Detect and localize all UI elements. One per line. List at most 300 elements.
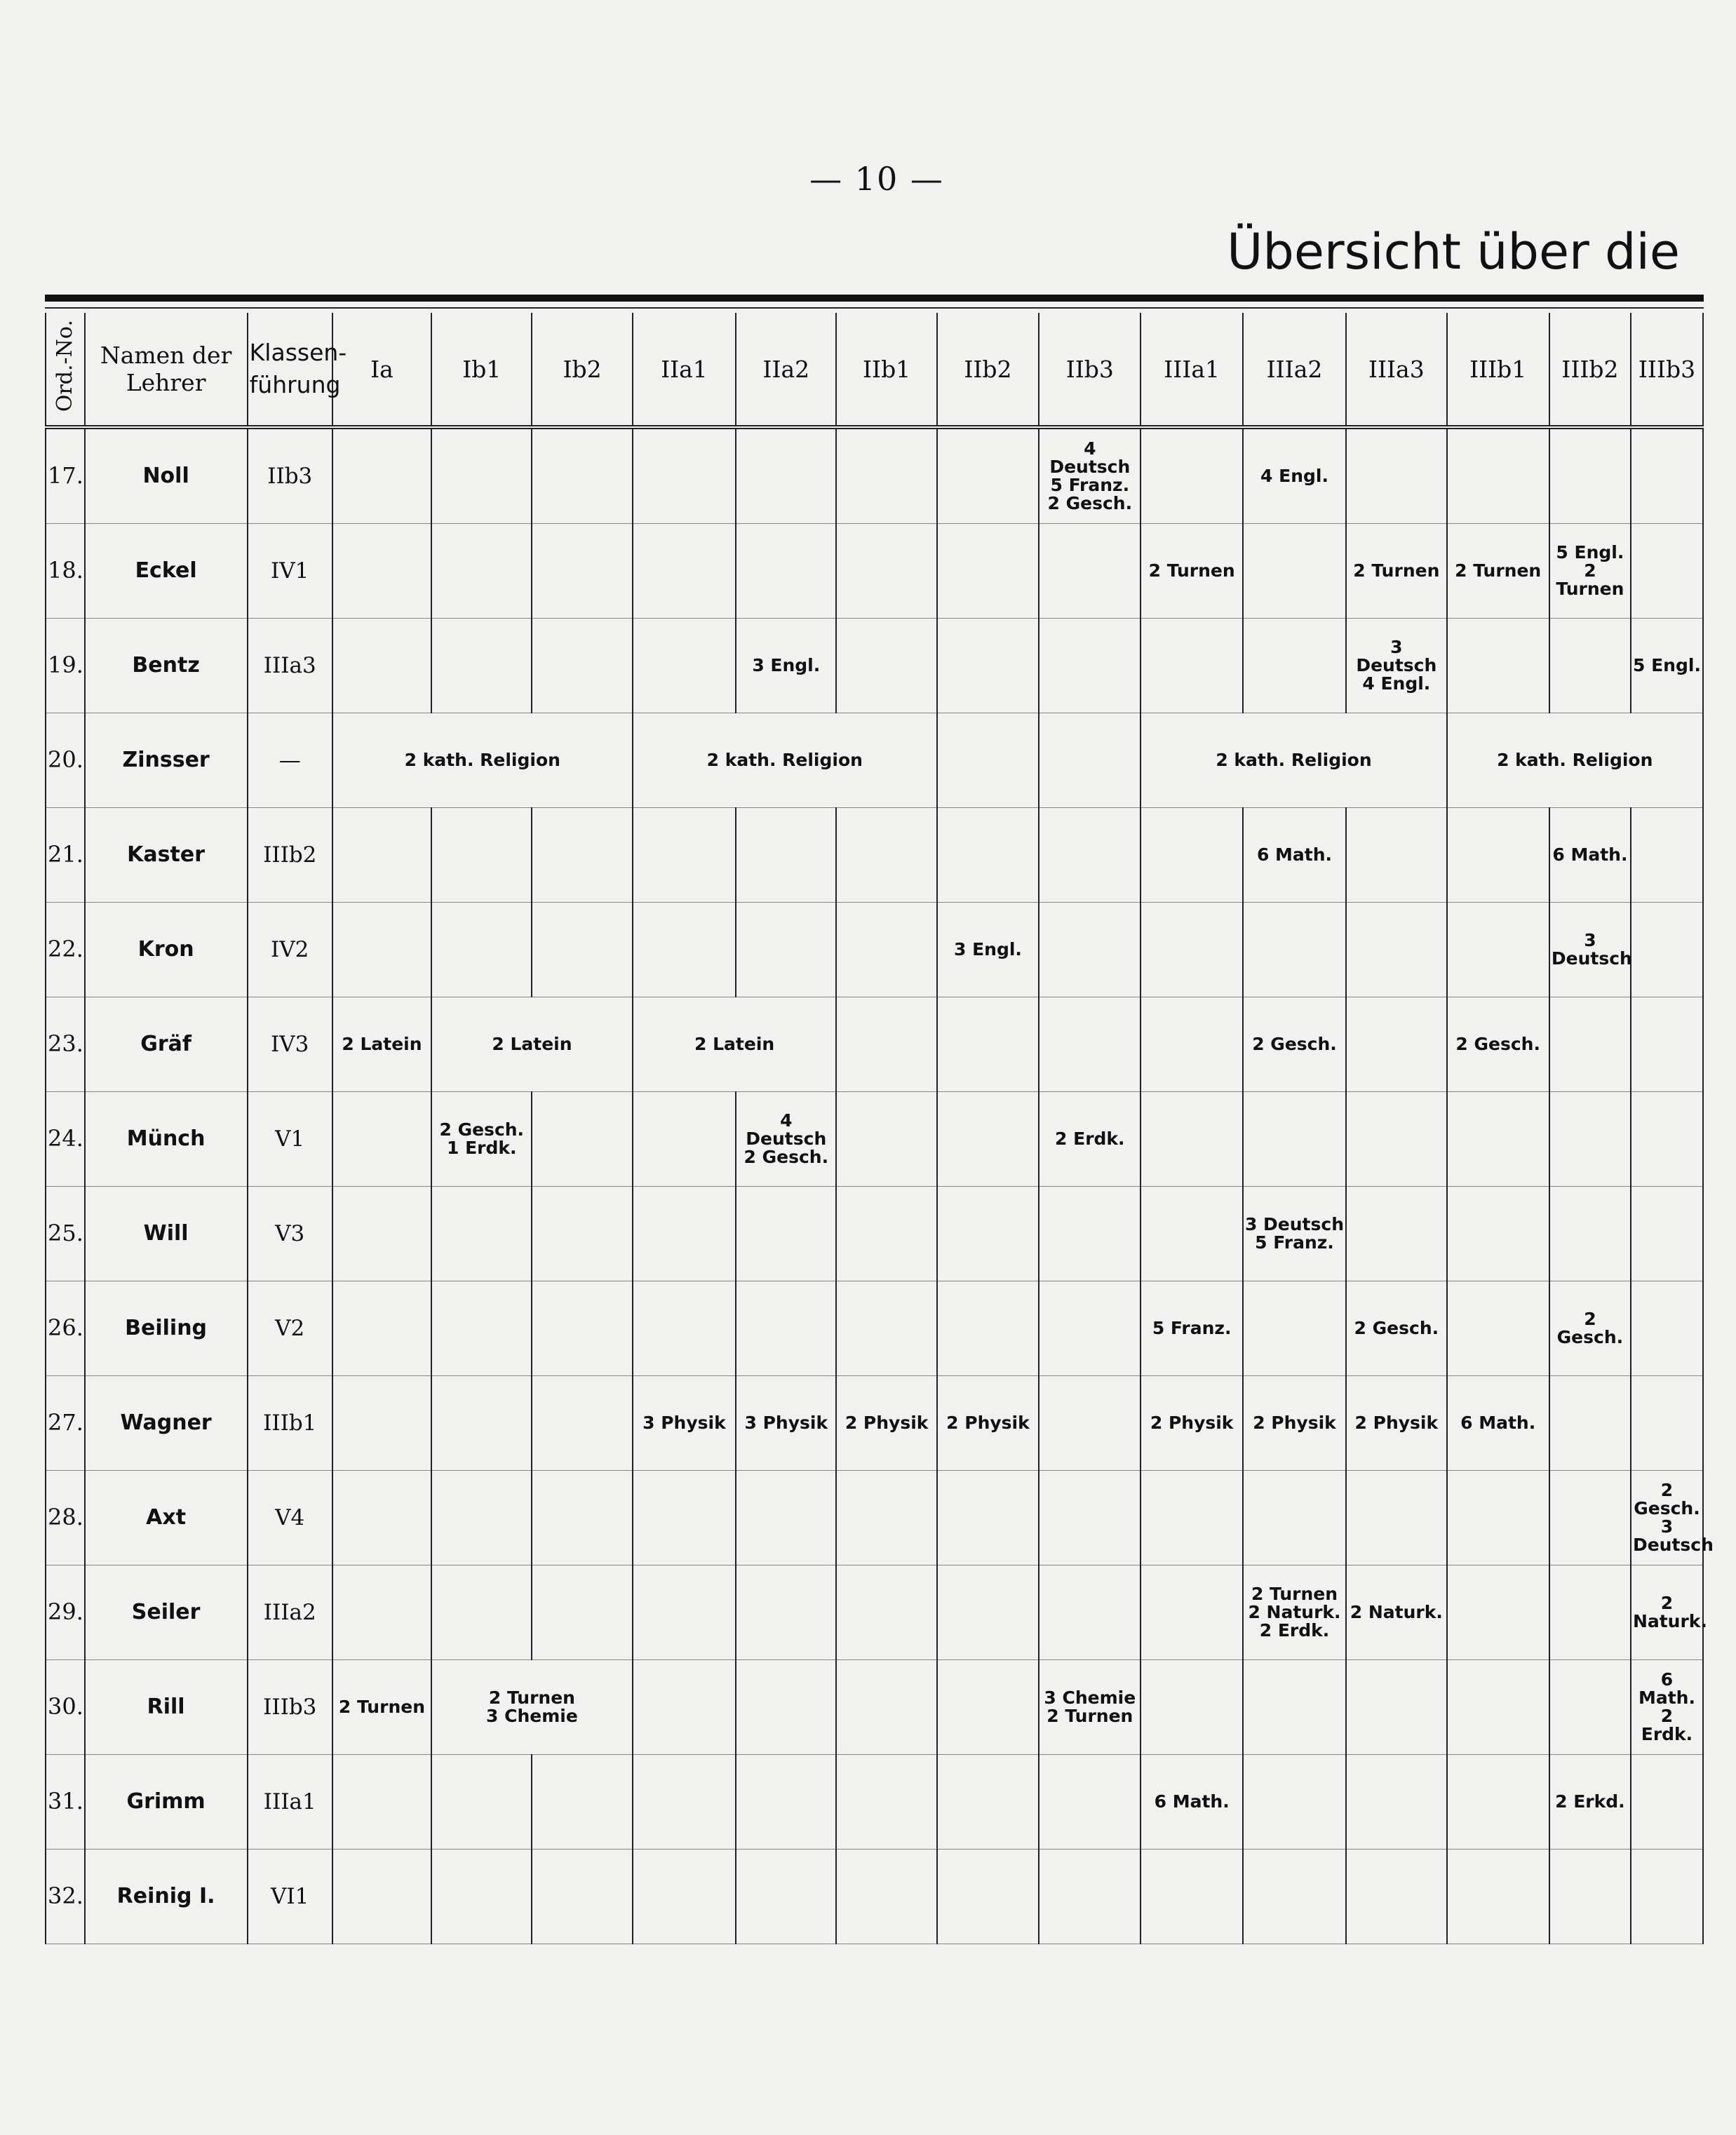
schedule-cell-empty — [937, 808, 1039, 903]
teacher-row — [46, 524, 1703, 619]
schedule-cell-empty — [1243, 1092, 1346, 1187]
schedule-cell-empty — [736, 903, 836, 997]
teacher-row — [46, 1471, 1703, 1565]
schedule-cell-empty — [736, 1565, 836, 1660]
schedule-cell-empty — [1039, 1565, 1140, 1660]
schedule-cell: 2 Turnen 2 Naturk. 2 Erdk. — [1243, 1565, 1346, 1660]
schedule-cell-empty — [431, 1850, 532, 1944]
teacher-row — [46, 808, 1703, 903]
schedule-cell-empty — [1447, 1092, 1549, 1187]
schedule-cell: 2 Turnen — [1346, 524, 1446, 619]
teacher-name: Bentz — [85, 619, 248, 713]
schedule-cell-empty — [1243, 619, 1346, 713]
schedule-cell-empty — [1039, 997, 1140, 1092]
teacher-name: Wagner — [85, 1376, 248, 1471]
col-header-class: IIIa2 — [1243, 313, 1346, 427]
schedule-cell-empty — [1243, 1660, 1346, 1755]
schedule-cell-empty — [332, 427, 431, 524]
schedule-cell: 3 Deutsch 4 Engl. — [1346, 619, 1446, 713]
schedule-cell-empty — [332, 808, 431, 903]
teacher-name: Münch — [85, 1092, 248, 1187]
schedule-cell-empty — [1140, 619, 1242, 713]
schedule-cell: 6 Math. — [1549, 808, 1631, 903]
schedule-cell-empty — [332, 524, 431, 619]
schedule-cell-empty — [1039, 713, 1140, 808]
schedule-cell-empty — [937, 427, 1039, 524]
schedule-cell-empty — [633, 1092, 736, 1187]
schedule-cell: 2 Physik — [937, 1376, 1039, 1471]
schedule-cell: 5 Engl. 2 Turnen — [1549, 524, 1631, 619]
teacher-name: Grimm — [85, 1755, 248, 1850]
schedule-cell-empty — [736, 1187, 836, 1281]
schedule-cell-empty — [736, 1850, 836, 1944]
teacher-row — [46, 1092, 1703, 1187]
schedule-cell-empty — [332, 1471, 431, 1565]
teacher-row — [46, 427, 1703, 524]
schedule-cell-empty — [532, 1755, 632, 1850]
ord-number: 18. — [46, 524, 85, 619]
schedule-cell-empty — [937, 1471, 1039, 1565]
schedule-cell-empty — [736, 524, 836, 619]
schedule-cell-empty — [1346, 1660, 1446, 1755]
col-header-ord: Ord.-No. — [46, 313, 85, 427]
schedule-cell-empty — [836, 1281, 936, 1376]
schedule-cell: 6 Math. — [1447, 1376, 1549, 1471]
schedule-cell-empty — [1140, 1092, 1242, 1187]
schedule-cell: 2 Gesch. — [1346, 1281, 1446, 1376]
schedule-cell-empty — [736, 808, 836, 903]
schedule-cell-empty — [1549, 1660, 1631, 1755]
schedule-cell-empty — [332, 1092, 431, 1187]
schedule-cell-empty — [1039, 808, 1140, 903]
col-header-class: IIa2 — [736, 313, 836, 427]
schedule-cell-empty — [937, 1092, 1039, 1187]
schedule-cell-empty — [1140, 903, 1242, 997]
schedule-cell: 2 Turnen — [1447, 524, 1549, 619]
schedule-cell-empty — [1447, 1660, 1549, 1755]
schedule-cell: 2 kath. Religion — [332, 713, 633, 808]
schedule-cell-empty — [332, 1187, 431, 1281]
schedule-cell-empty — [1447, 1755, 1549, 1850]
schedule-cell: 6 Math. — [1243, 808, 1346, 903]
teacher-name: Zinsser — [85, 713, 248, 808]
schedule-cell-empty — [1447, 427, 1549, 524]
schedule-cell-empty — [1243, 903, 1346, 997]
class-lead: IIIa3 — [248, 619, 332, 713]
schedule-cell-empty — [1631, 427, 1703, 524]
teacher-row — [46, 1850, 1703, 1944]
teacher-schedule-table — [45, 313, 1714, 1944]
ord-number: 32. — [46, 1850, 85, 1944]
col-header-class: IIIa1 — [1140, 313, 1242, 427]
schedule-cell: 4 Deutsch 5 Franz. 2 Gesch. — [1039, 427, 1140, 524]
col-header-class: Ia — [332, 313, 431, 427]
schedule-cell: 5 Franz. — [1140, 1281, 1242, 1376]
schedule-cell-empty — [836, 427, 936, 524]
schedule-cell-empty — [1140, 1187, 1242, 1281]
schedule-cell-empty — [431, 524, 532, 619]
schedule-cell-empty — [1346, 997, 1446, 1092]
schedule-cell-empty — [532, 1471, 632, 1565]
schedule-cell-empty — [1631, 1755, 1703, 1850]
class-lead: IIIa1 — [248, 1755, 332, 1850]
teacher-name: Reinig I. — [85, 1850, 248, 1944]
schedule-cell-empty — [1631, 1187, 1703, 1281]
schedule-cell-empty — [431, 808, 532, 903]
schedule-cell-empty — [736, 1755, 836, 1850]
schedule-cell-empty — [1346, 903, 1446, 997]
schedule-cell-empty — [836, 1471, 936, 1565]
schedule-cell-empty — [1039, 1471, 1140, 1565]
class-lead: IV3 — [248, 997, 332, 1092]
schedule-cell-empty — [1549, 997, 1631, 1092]
schedule-cell-empty — [532, 1376, 632, 1471]
schedule-cell-empty — [1039, 1376, 1140, 1471]
schedule-cell-empty — [1631, 997, 1703, 1092]
schedule-cell-empty — [1039, 1850, 1140, 1944]
schedule-cell-empty — [332, 619, 431, 713]
schedule-cell-empty — [1243, 524, 1346, 619]
schedule-cell-empty — [1631, 1376, 1703, 1471]
schedule-cell-empty — [1549, 1187, 1631, 1281]
class-lead: IV2 — [248, 903, 332, 997]
teacher-name: Kaster — [85, 808, 248, 903]
schedule-cell: 5 Engl. — [1631, 619, 1703, 713]
schedule-cell-empty — [532, 1565, 632, 1660]
header-rule — [45, 295, 1704, 302]
teacher-name: Kron — [85, 903, 248, 997]
schedule-cell-empty — [1346, 1187, 1446, 1281]
ord-number: 31. — [46, 1755, 85, 1850]
schedule-cell-empty — [332, 1376, 431, 1471]
class-lead: V3 — [248, 1187, 332, 1281]
schedule-cell-empty — [633, 1850, 736, 1944]
schedule-cell-empty — [532, 1281, 632, 1376]
schedule-cell: 2 Turnen 3 Chemie — [431, 1660, 633, 1755]
schedule-cell-empty — [431, 427, 532, 524]
schedule-cell-empty — [532, 524, 632, 619]
schedule-cell: 3 Engl. — [937, 903, 1039, 997]
class-lead: V2 — [248, 1281, 332, 1376]
schedule-cell-empty — [1346, 1755, 1446, 1850]
teacher-name: Rill — [85, 1660, 248, 1755]
col-header-class: IIb1 — [836, 313, 936, 427]
schedule-cell: 2 kath. Religion — [633, 713, 937, 808]
teacher-row — [46, 619, 1703, 713]
schedule-cell: 3 Chemie 2 Turnen — [1039, 1660, 1140, 1755]
schedule-cell-empty — [736, 1471, 836, 1565]
schedule-cell-empty — [332, 1850, 431, 1944]
schedule-cell-empty — [1549, 1376, 1631, 1471]
class-lead: IV1 — [248, 524, 332, 619]
schedule-cell-empty — [633, 903, 736, 997]
schedule-cell-empty — [1243, 1850, 1346, 1944]
col-header-class: Ib2 — [532, 313, 632, 427]
schedule-cell-empty — [431, 1755, 532, 1850]
schedule-cell-empty — [633, 1281, 736, 1376]
col-header-class: IIIb1 — [1447, 313, 1549, 427]
schedule-cell-empty — [633, 1755, 736, 1850]
schedule-cell-empty — [1039, 1187, 1140, 1281]
schedule-cell-empty — [431, 903, 532, 997]
teacher-name: Will — [85, 1187, 248, 1281]
schedule-cell: 6 Math. — [1140, 1755, 1242, 1850]
class-lead: V1 — [248, 1092, 332, 1187]
schedule-cell: 2 Erdk. — [1039, 1092, 1140, 1187]
schedule-cell-empty — [1631, 1850, 1703, 1944]
schedule-cell: 3 Physik — [633, 1376, 736, 1471]
schedule-cell-empty — [937, 1281, 1039, 1376]
schedule-cell-empty — [633, 619, 736, 713]
ord-number: 28. — [46, 1471, 85, 1565]
schedule-cell: 2 kath. Religion — [1140, 713, 1446, 808]
schedule-cell: 2 Naturk. — [1346, 1565, 1446, 1660]
schedule-cell: 2 Naturk. — [1631, 1565, 1703, 1660]
schedule-cell-empty — [937, 1755, 1039, 1850]
teacher-row — [46, 1565, 1703, 1660]
schedule-cell-empty — [431, 1471, 532, 1565]
schedule-cell-empty — [1447, 1471, 1549, 1565]
schedule-cell-empty — [431, 1281, 532, 1376]
schedule-cell-empty — [937, 524, 1039, 619]
col-header-class: IIIb3 — [1631, 313, 1703, 427]
schedule-cell-empty — [1447, 1281, 1549, 1376]
ord-number: 22. — [46, 903, 85, 997]
class-lead: V4 — [248, 1471, 332, 1565]
schedule-cell-empty — [1631, 903, 1703, 997]
schedule-cell-empty — [1140, 1565, 1242, 1660]
schedule-cell-empty — [1243, 1755, 1346, 1850]
class-lead: IIIb1 — [248, 1376, 332, 1471]
ord-number: 30. — [46, 1660, 85, 1755]
schedule-cell-empty — [532, 1187, 632, 1281]
schedule-cell-empty — [332, 1755, 431, 1850]
schedule-cell: 3 Engl. — [736, 619, 836, 713]
col-header-class: IIb2 — [937, 313, 1039, 427]
schedule-cell-empty — [937, 1660, 1039, 1755]
schedule-cell-empty — [937, 997, 1039, 1092]
schedule-cell-empty — [1140, 808, 1242, 903]
schedule-cell: 2 Latein — [431, 997, 633, 1092]
schedule-cell-empty — [1549, 1565, 1631, 1660]
schedule-cell-empty — [836, 1092, 936, 1187]
schedule-cell-empty — [532, 808, 632, 903]
schedule-cell-empty — [1140, 1660, 1242, 1755]
ord-number: 20. — [46, 713, 85, 808]
schedule-cell-empty — [1346, 427, 1446, 524]
teacher-row — [46, 1755, 1703, 1850]
ord-number: 23. — [46, 997, 85, 1092]
schedule-cell-empty — [1631, 524, 1703, 619]
col-header-class: IIIa3 — [1346, 313, 1446, 427]
schedule-cell-empty — [1447, 1565, 1549, 1660]
teacher-name: Eckel — [85, 524, 248, 619]
schedule-cell-empty — [431, 1565, 532, 1660]
schedule-cell-empty — [836, 619, 936, 713]
schedule-cell-empty — [937, 1850, 1039, 1944]
schedule-cell: 2 Turnen — [1140, 524, 1242, 619]
schedule-cell-empty — [1039, 903, 1140, 997]
schedule-cell-empty — [1346, 1471, 1446, 1565]
teacher-name: Axt — [85, 1471, 248, 1565]
schedule-cell-empty — [1447, 619, 1549, 713]
schedule-cell: 2 kath. Religion — [1447, 713, 1704, 808]
page-number: — 10 — — [809, 160, 944, 198]
schedule-cell-empty — [633, 1471, 736, 1565]
teacher-row — [46, 1281, 1703, 1376]
schedule-cell-empty — [836, 997, 936, 1092]
schedule-cell-empty — [1549, 1850, 1631, 1944]
schedule-cell-empty — [1549, 427, 1631, 524]
teacher-name: Noll — [85, 427, 248, 524]
schedule-cell: 2 Physik — [1140, 1376, 1242, 1471]
schedule-cell-empty — [431, 1376, 532, 1471]
schedule-cell-empty — [1039, 619, 1140, 713]
schedule-cell-empty — [633, 1565, 736, 1660]
schedule-cell: 3 Deutsch 5 Franz. — [1243, 1187, 1346, 1281]
schedule-cell-empty — [1346, 1850, 1446, 1944]
schedule-cell-empty — [633, 427, 736, 524]
schedule-cell: 2 Gesch. — [1549, 1281, 1631, 1376]
teacher-row — [46, 1660, 1703, 1755]
schedule-cell-empty — [1039, 1281, 1140, 1376]
class-lead: VI1 — [248, 1850, 332, 1944]
schedule-cell: 3 Deutsch — [1549, 903, 1631, 997]
schedule-cell-empty — [736, 1281, 836, 1376]
schedule-cell-empty — [532, 1850, 632, 1944]
schedule-cell-empty — [633, 1187, 736, 1281]
schedule-cell-empty — [532, 1092, 632, 1187]
schedule-cell-empty — [532, 619, 632, 713]
schedule-cell-empty — [332, 903, 431, 997]
schedule-cell-empty — [633, 524, 736, 619]
col-header-name: Namen der Lehrer — [85, 313, 248, 427]
schedule-cell-empty — [1140, 1471, 1242, 1565]
schedule-cell: 2 Gesch. — [1243, 997, 1346, 1092]
schedule-cell-empty — [1140, 427, 1242, 524]
schedule-cell-empty — [836, 1755, 936, 1850]
header-row — [46, 313, 1703, 427]
col-header-class: IIIb2 — [1549, 313, 1631, 427]
teacher-name: Seiler — [85, 1565, 248, 1660]
schedule-cell-empty — [937, 1565, 1039, 1660]
schedule-cell-empty — [1549, 1092, 1631, 1187]
teacher-name: Beiling — [85, 1281, 248, 1376]
schedule-cell-empty — [836, 1565, 936, 1660]
schedule-cell: 2 Physik — [1243, 1376, 1346, 1471]
header-rule-thin — [45, 307, 1704, 309]
schedule-cell-empty — [937, 713, 1039, 808]
schedule-cell-empty — [836, 524, 936, 619]
schedule-cell-empty — [431, 1187, 532, 1281]
page-title: Übersicht über die — [1227, 223, 1680, 281]
teacher-row — [46, 713, 1703, 808]
schedule-cell: 2 Latein — [332, 997, 431, 1092]
schedule-cell-empty — [1346, 808, 1446, 903]
schedule-cell: 2 Gesch. — [1447, 997, 1549, 1092]
schedule-cell: 2 Gesch. 1 Erdk. — [431, 1092, 532, 1187]
ord-number: 29. — [46, 1565, 85, 1660]
ord-number: 19. — [46, 619, 85, 713]
ord-number: 26. — [46, 1281, 85, 1376]
schedule-cell-empty — [1549, 1471, 1631, 1565]
schedule-cell-empty — [532, 427, 632, 524]
class-lead: IIIb3 — [248, 1660, 332, 1755]
schedule-cell: 4 Engl. — [1243, 427, 1346, 524]
col-header-class: IIa1 — [633, 313, 736, 427]
schedule-cell-empty — [532, 903, 632, 997]
col-header-class: Ib1 — [431, 313, 532, 427]
schedule-cell-empty — [633, 1660, 736, 1755]
schedule-cell-empty — [736, 1660, 836, 1755]
class-lead: — — [248, 713, 332, 808]
schedule-cell-empty — [836, 1660, 936, 1755]
teacher-name: Gräf — [85, 997, 248, 1092]
schedule-cell: 2 Turnen — [332, 1660, 431, 1755]
schedule-cell-empty — [836, 808, 936, 903]
schedule-cell-empty — [1243, 1281, 1346, 1376]
ord-number: 25. — [46, 1187, 85, 1281]
schedule-cell-empty — [836, 1187, 936, 1281]
schedule-cell-empty — [1447, 903, 1549, 997]
schedule-cell-empty — [836, 903, 936, 997]
schedule-cell-empty — [937, 619, 1039, 713]
schedule-cell: 2 Physik — [836, 1376, 936, 1471]
col-header-class: IIb3 — [1039, 313, 1140, 427]
class-lead: IIIb2 — [248, 808, 332, 903]
ord-number: 21. — [46, 808, 85, 903]
schedule-cell-empty — [1140, 1850, 1242, 1944]
col-header-klasse: Klassen- führung — [248, 313, 332, 427]
teacher-row — [46, 997, 1703, 1092]
schedule-cell-empty — [633, 808, 736, 903]
schedule-cell: 2 Latein — [633, 997, 837, 1092]
schedule-cell-empty — [1447, 808, 1549, 903]
ord-number: 24. — [46, 1092, 85, 1187]
schedule-cell: 2 Erkd. — [1549, 1755, 1631, 1850]
schedule-cell: 2 Gesch. 3 Deutsch — [1631, 1471, 1703, 1565]
schedule-cell-empty — [836, 1850, 936, 1944]
schedule-cell-empty — [1039, 1755, 1140, 1850]
ord-number: 27. — [46, 1376, 85, 1471]
teacher-row — [46, 1376, 1703, 1471]
teacher-row — [46, 903, 1703, 997]
schedule-cell-empty — [937, 1187, 1039, 1281]
ord-number: 17. — [46, 427, 85, 524]
schedule-cell-empty — [1039, 524, 1140, 619]
schedule-cell-empty — [332, 1565, 431, 1660]
schedule-cell-empty — [1140, 997, 1242, 1092]
class-lead: IIIa2 — [248, 1565, 332, 1660]
schedule-cell: 3 Physik — [736, 1376, 836, 1471]
schedule-cell-empty — [1243, 1471, 1346, 1565]
schedule-cell-empty — [1631, 808, 1703, 903]
schedule-cell: 6 Math. 2 Erdk. — [1631, 1660, 1703, 1755]
schedule-cell-empty — [1549, 619, 1631, 713]
schedule-body — [46, 427, 1714, 1944]
schedule-cell: 4 Deutsch 2 Gesch. — [736, 1092, 836, 1187]
schedule-cell-empty — [332, 1281, 431, 1376]
teacher-row — [46, 1187, 1703, 1281]
schedule-cell-empty — [1631, 1092, 1703, 1187]
schedule-cell-empty — [431, 619, 532, 713]
schedule-cell-empty — [1631, 1281, 1703, 1376]
schedule-cell-empty — [736, 427, 836, 524]
schedule-cell: 2 Physik — [1346, 1376, 1446, 1471]
schedule-cell-empty — [1346, 1092, 1446, 1187]
schedule-cell-empty — [1447, 1850, 1549, 1944]
schedule-cell-empty — [1447, 1187, 1549, 1281]
